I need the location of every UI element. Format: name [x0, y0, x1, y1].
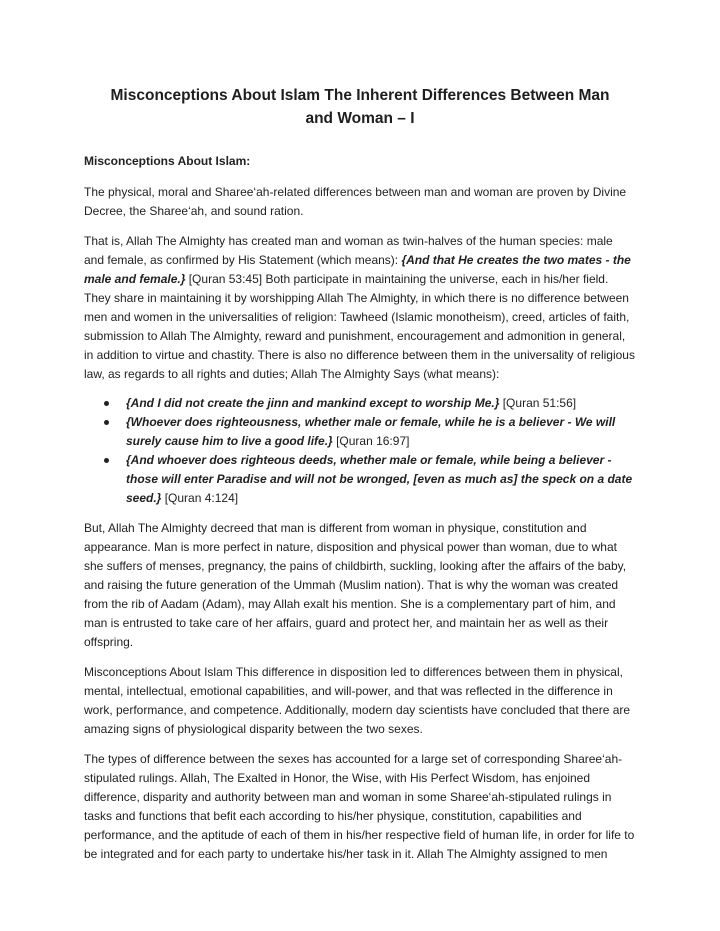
verse-item	[126, 394, 636, 413]
section-heading: Misconceptions About Islam:	[84, 154, 251, 168]
verse-reference: [Quran 16:97]	[332, 434, 410, 448]
paragraph-2-part-1: That is, Allah The Almighty has created man and woman as twin-halves of the human species: male and female, as confirmed by His Statement (which means):	[84, 234, 613, 267]
verse-reference: [Quran 51:56]	[499, 396, 577, 410]
verse-item	[126, 413, 636, 451]
verse-quote: {Whoever does righteousness, whether male or female, while he is a believer - We will surely cause him to live a good life.}	[126, 415, 616, 448]
paragraph-2	[84, 232, 636, 384]
verse-list	[84, 394, 636, 508]
document-title: Misconceptions About Islam The Inherent Differences Between Man and Woman – I	[110, 87, 610, 127]
paragraph-3: But, Allah The Almighty decreed that man is different from woman in physique, constitution and appearance. Man is more perfect in nature, disposition and physical power than woman, due to what she suffers of menses, pregnancy, the pains of childbirth, suckling, looking after the affairs of the baby, and raising the future generation of the Ummah (Muslim nation). That is why the woman was created from the rib of Aadam (Adam), may Allah exalt his mention. She is a complementary part of him, and man is entrusted to take care of her affairs, guard and protect her, and maintain her as well as their offspring.	[84, 521, 627, 649]
paragraph-5: The types of difference between the sexes has accounted for a large set of corresponding Sharee‘ah-stipulated rulings. Allah, The Exalted in Honor, the Wise, with His Perfect Wisdom, has enjoined difference, disparity and authority between man and woman in some Sharee‘ah-stipulated rulings in tasks and functions that befit each according to his/her physique, constitution, capabilities and performance, and the aptitude of each of them in his/her respective field of human life, in order for life to be integrated and for each party to undertake his/her task in it. Allah The Almighty assigned to men	[84, 752, 635, 861]
verse-quote: {And I did not create the jinn and mankind except to worship Me.}	[126, 396, 500, 410]
verse-quote: {And whoever does righteous deeds, whether male or female, while being a believer - those will enter Paradise and will not be wronged, [even as much as] the speck on a date seed.}	[126, 453, 633, 505]
quran-quote-53-45: {And that He creates the two mates - the male and female.}	[84, 253, 631, 286]
verse-item	[126, 451, 636, 508]
paragraph-4: Misconceptions About Islam This difference in disposition led to differences between them in physical, mental, intellectual, emotional capabilities, and will-power, and that was reflected in the difference in work, performance, and competence. Additionally, modern day scientists have concluded that there are amazing signs of physiological disparity between the two sexes.	[84, 665, 631, 736]
verse-reference: [Quran 4:124]	[161, 491, 239, 505]
paragraph-1: The physical, moral and Sharee‘ah-related differences between man and woman are proven by Divine Decree, the Sharee‘ah, and sound ration.	[84, 185, 627, 218]
paragraph-2-part-2: [Quran 53:45] Both participate in maintaining the universe, each in his/her field. They share in maintaining it by worshipping Allah The Almighty, in which there is no difference between men and women in the universalities of religion: Tawheed (Islamic monotheism), creed, articles of faith, submission to Allah The Almighty, reward and punishment, encouragement and admonition in general, in addition to virtue and chastity. There is also no difference between them in the universality of religious law, as regards to all rights and duties; Allah The Almighty Says (what means):	[84, 272, 635, 381]
